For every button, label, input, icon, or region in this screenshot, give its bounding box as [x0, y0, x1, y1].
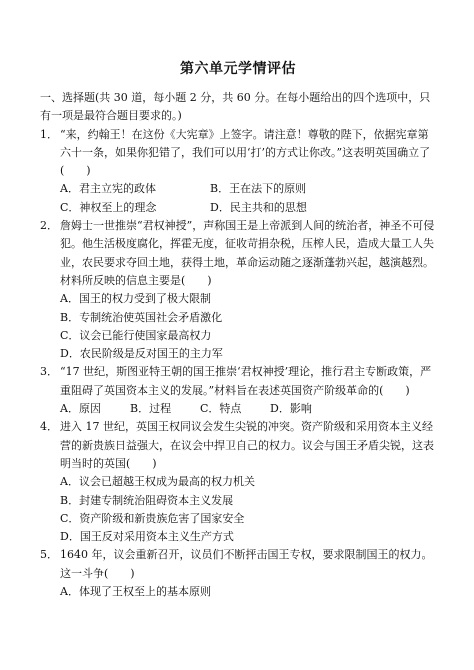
option-b: B．专制统治使英国社会矛盾激化 [60, 310, 223, 324]
options-row [40, 199, 436, 217]
option-c: C．神权至上的理念 [60, 200, 157, 214]
option-b: B．封建专制统治阻碍资本主义发展 [60, 493, 234, 507]
option-a: A．国王的权力受到了极大限制 [60, 292, 211, 306]
question-number: 4． [40, 420, 58, 434]
question-stem: “来，约翰王！在这份《大宪章》上签字。请注意！尊敬的陛下，依据宪章第六十一条，如果你犯错了，我们可以用‘打’的方式让你改。”这表明英国确立了( ) [60, 127, 431, 178]
option-a: A．体现了王权至上的基本原则 [60, 585, 211, 599]
option-d: D．民主共和的思想 [210, 200, 307, 214]
question-number: 2． [40, 219, 58, 233]
option-b: B．过程 [130, 402, 172, 416]
question-stem: 进入 17 世纪，英国王权同议会发生尖锐的冲突。资产阶级和采用资本主义经营的新贵族日益强大，在议会中捍卫自己的权力。议会与国王矛盾尖锐，这表明当时的英国( ) [60, 420, 434, 470]
option-d: D．影响 [270, 402, 312, 416]
options-row [40, 180, 436, 198]
question-3 [40, 363, 436, 400]
option-a: A．君主立宪的政体 [60, 182, 156, 196]
question-stem: 詹姆士一世推崇“君权神授”，声称国王是上帝派到人间的统治者，神圣不可侵犯。他生活极度腐化，挥霍无度，征收苛捐杂税，压榨人民，造成大量工人失业，农民要求夺回土地，获得土地，革命运动随之逐渐蓬勃兴起，越演越烈。材料所反映的信息主要是( ) [60, 219, 435, 287]
question-stem: “17 世纪，斯图亚特王朝的国王推崇‘君权神授’理论，推行君主专断政策，严重阻碍了英国资本主义的发展。”材料旨在表述英国资产阶级革命的( ) [60, 365, 432, 397]
option-c: C．资产阶级和新贵族危害了国家安全 [60, 511, 245, 525]
option-b: B．王在法下的原则 [210, 182, 307, 196]
option-d: D．农民阶级是反对国王的主力军 [60, 347, 223, 361]
option-a: A．议会已超越王权成为最高的权力机关 [60, 475, 255, 489]
question-number: 1． [40, 127, 58, 141]
question-4 [40, 418, 436, 473]
option-c: C．特点 [200, 402, 242, 416]
question-number: 3． [40, 365, 58, 379]
question-1 [40, 126, 436, 181]
question-5 [40, 546, 436, 583]
options-row [40, 400, 436, 418]
page-title: 第六单元学情评估 [180, 61, 296, 77]
question-2 [40, 217, 436, 290]
section-heading: 一、选择题(共 30 道，每小题 2 分，共 60 分。在每小题给出的四个选项中，只有一项是最符合题目要求的。) [40, 91, 431, 123]
question-number: 5． [40, 548, 58, 562]
option-a: A．原因 [60, 402, 101, 416]
question-stem: 1640 年，议会重新召开，议员们不断抨击国王专权，要求限制国王的权力。这一斗争( ) [60, 548, 433, 580]
option-c: C．议会已能行使国家最高权力 [60, 328, 212, 342]
option-d: D．国王反对采用资本主义生产方式 [60, 530, 234, 544]
